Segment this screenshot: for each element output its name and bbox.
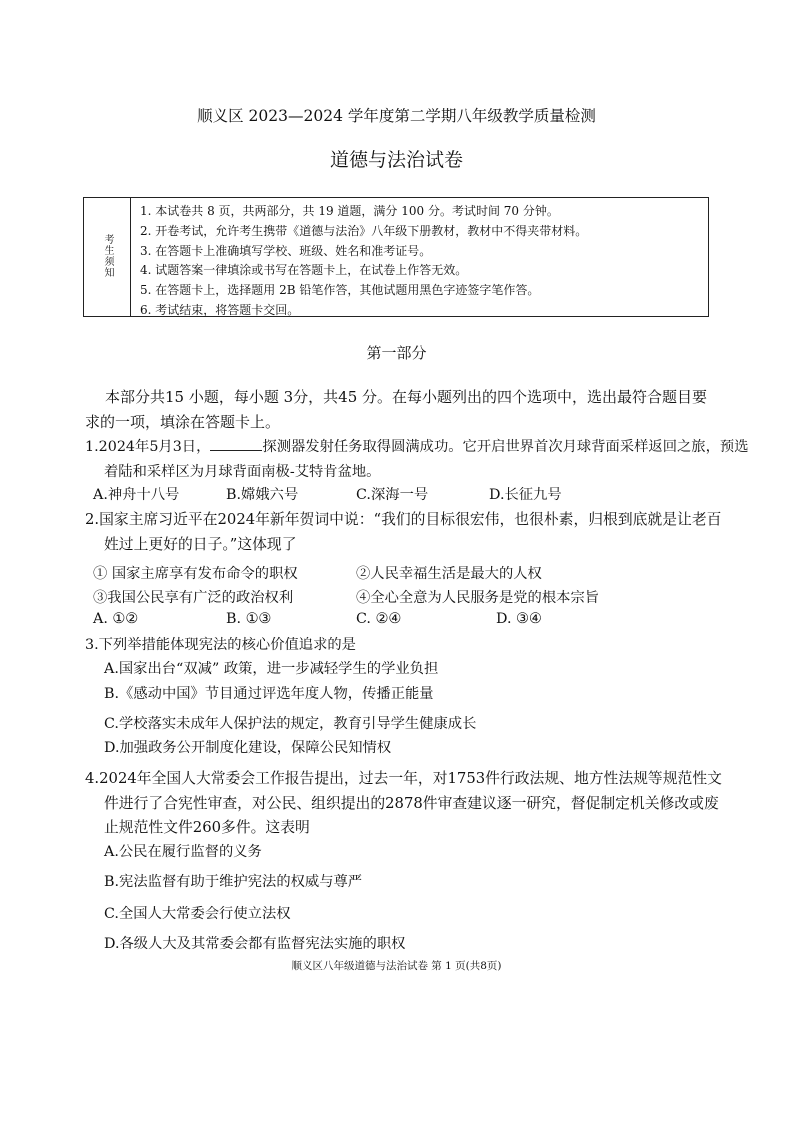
question-4-stem-line3: 止规范性文件260多件。这表明 [104,819,310,836]
question-3-option-a[interactable]: A.国家出台“双减” 政策，进一步减轻学生的学业负担 [104,661,439,677]
notice-label: 考生须知 [102,234,113,278]
question-4-stem-line2: 件进行了合宪性审查，对公民、组织提出的2878件审查建议逐一研究，督促制定机关修改或废 [104,795,719,812]
question-3-stem: 3.下列举措能体现宪法的核心价值追求的是 [85,637,356,653]
question-3-option-c[interactable]: C.学校落实未成年人保护法的规定，教育引导学生健康成长 [104,716,477,732]
part-intro-line: 本部分共15 小题，每小题 3分，共45 分。在每小题列出的四个选项中，选出最符合题目要 [105,388,708,406]
question-2-item-3: ③我国公民享有广泛的政治权利 [93,590,294,606]
question-3-option-b[interactable]: B.《感动中国》节目通过评选年度人物，传播正能量 [104,686,434,702]
question-1-option-d[interactable]: D.长征九号 [489,487,562,503]
question-1-stem-line2: 着陆和采样区为月球背面南极-艾特肯盆地。 [104,464,381,480]
notice-list [140,202,587,321]
question-2-item-1: ① 国家主席享有发布命令的职权 [93,566,298,582]
exam-subtitle: 道德与法治试卷 [329,149,463,171]
question-2-option-c[interactable]: C. ②④ [356,611,402,627]
question-4-option-c[interactable]: C.全国人大常委会行使立法权 [104,906,291,922]
question-4-option-d[interactable]: D.各级人大及其常委会都有监督宪法实施的职权 [104,936,406,952]
question-4-stem: 4.2024年全国人大常委会工作报告提出，过去一年，对1753件行政法规、地方性法规等规范性文 [85,770,722,787]
question-1-stem-start: 1.2024年5月3日， [85,439,211,455]
question-2-option-d[interactable]: D. ③④ [496,611,542,627]
question-1-option-a[interactable]: A.神舟十八号 [93,487,180,503]
question-2-option-b[interactable]: B. ①③ [226,611,272,627]
question-1-option-b[interactable]: B.嫦娥六号 [226,487,299,503]
question-1-stem [85,436,749,456]
notice-item: 4. 试题答案一律填涂或书写在答题卡上，在试卷上作答无效。 [140,263,468,278]
notice-item: 3. 在答题卡上准确填写学校、班级、姓名和准考证号。 [140,243,432,258]
question-4-option-a[interactable]: A.公民在履行监督的义务 [104,844,262,860]
question-3-option-d[interactable]: D.加强政务公开制度化建设，保障公民知情权 [104,740,392,756]
notice-item: 5. 在答题卡上，选择题用 2B 铅笔作答，其他试题用黑色字迹签字笔作答。 [140,283,540,298]
question-1-stem-rest: 探测器发射任务取得圆满成功。它开启世界首次月球背面采样返回之旅，预选 [262,439,749,455]
question-1-option-c[interactable]: C.深海一号 [356,487,429,503]
question-2-item-4: ④全心全意为人民服务是党的根本宗旨 [356,590,600,606]
question-2-stem-line2: 姓过上更好的日子。”这体现了 [104,536,297,553]
page-footer: 顺义区八年级道德与法治试卷 第 1 页(共8页) [291,960,502,972]
notice-item: 6. 考试结束，将答题卡交回。 [140,302,300,317]
notice-item: 2. 开卷考试，允许考生携带《道德与法治》八年级下册教材，教材中不得夹带材料。 [140,223,588,238]
question-4-option-b[interactable]: B.宪法监督有助于维护宪法的权威与尊严 [104,874,363,890]
part-title: 第一部分 [366,344,427,362]
notice-item: 1. 本试卷共 8 页，共两部分，共 19 道题，满分 100 分。考试时间 70 分钟。 [140,204,559,218]
question-2-item-2: ②人民幸福生活是最大的人权 [356,566,542,582]
notice-label-cell [84,198,131,316]
question-2-option-a[interactable]: A. ①② [93,611,139,627]
notice-box [83,197,709,317]
question-2-stem: 2.国家主席习近平在2024年新年贺词中说：“我们的目标很宏伟，也很朴素，归根到底就是让老百 [85,511,722,528]
exam-title: 顺义区 2023—2024 学年度第二学期八年级教学质量检测 [197,107,596,125]
part-intro-line: 求的一项，填涂在答题卡上。 [85,413,281,431]
answer-blank [210,438,262,451]
